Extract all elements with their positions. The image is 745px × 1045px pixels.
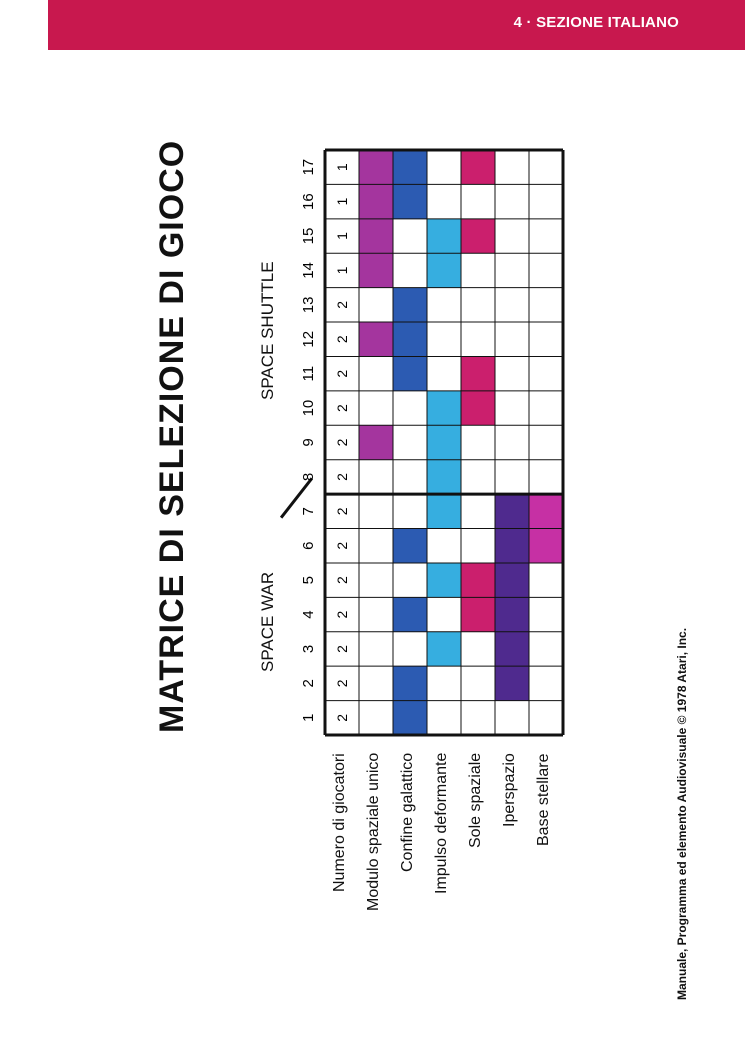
matrix-cell-5-10 xyxy=(461,391,495,425)
matrix-cell-4-9 xyxy=(427,425,461,459)
player-count-value: 2 xyxy=(334,473,350,481)
matrix-cell-3-16 xyxy=(393,184,427,218)
column-number: 11 xyxy=(300,365,317,382)
matrix-cell-4-15 xyxy=(427,219,461,253)
matrix-cell-5-5 xyxy=(461,563,495,597)
matrix-cell-4-8 xyxy=(427,460,461,494)
player-count-value: 2 xyxy=(334,645,350,653)
player-count-value: 2 xyxy=(334,713,350,722)
player-count-value: 1 xyxy=(334,163,350,172)
player-count-value: 2 xyxy=(334,576,350,585)
column-number: 7 xyxy=(300,507,317,516)
column-number: 17 xyxy=(300,158,317,176)
matrix-cell-3-17 xyxy=(393,150,427,184)
section-header: 4 · SEZIONE ITALIANO xyxy=(513,14,679,31)
copyright-footer: Manuale, Programma ed elemento Audiovisuale © 1978 Atari, Inc. xyxy=(675,627,689,1000)
matrix-cell-6-3 xyxy=(495,632,529,666)
column-number: 16 xyxy=(300,193,317,210)
player-count-value: 2 xyxy=(334,610,350,619)
column-number: 3 xyxy=(300,644,317,654)
matrix-cell-3-12 xyxy=(393,322,427,356)
matrix-cell-4-5 xyxy=(427,563,461,597)
column-number: 5 xyxy=(300,575,317,585)
matrix-cell-2-9 xyxy=(359,425,393,459)
player-count-value: 1 xyxy=(334,197,350,206)
matrix-cell-3-2 xyxy=(393,666,427,700)
matrix-cell-2-15 xyxy=(359,219,393,253)
matrix-cell-6-5 xyxy=(495,563,529,597)
matrix-cell-5-17 xyxy=(461,150,495,184)
column-number: 15 xyxy=(300,227,317,245)
column-number: 9 xyxy=(300,438,317,447)
player-count-value: 2 xyxy=(334,335,350,344)
player-count-value: 1 xyxy=(334,266,350,275)
row-label: Numero di giocatori xyxy=(331,753,348,892)
column-number: 13 xyxy=(300,296,317,314)
matrix-cell-7-7 xyxy=(529,494,563,528)
row-label: Confine galattico xyxy=(399,752,416,872)
column-number: 4 xyxy=(300,610,317,619)
matrix-cell-4-14 xyxy=(427,253,461,287)
player-count-value: 2 xyxy=(334,541,350,550)
matrix-cell-2-17 xyxy=(359,150,393,184)
matrix-cell-6-6 xyxy=(495,529,529,563)
space-war-label: SPACE WAR xyxy=(258,571,277,672)
matrix-cell-3-13 xyxy=(393,288,427,322)
page-title: MATRICE DI SELEZIONE DI GIOCO xyxy=(153,139,191,733)
player-count-value: 2 xyxy=(334,404,350,412)
matrix-cell-5-15 xyxy=(461,219,495,253)
matrix-cell-3-11 xyxy=(393,356,427,390)
column-number: 8 xyxy=(300,472,317,482)
matrix-cell-5-11 xyxy=(461,356,495,390)
column-number: 2 xyxy=(300,679,317,688)
player-count-value: 2 xyxy=(334,438,350,447)
matrix-cell-2-12 xyxy=(359,322,393,356)
player-count-value: 2 xyxy=(334,369,350,378)
matrix-cell-5-4 xyxy=(461,597,495,631)
column-number: 1 xyxy=(300,713,317,722)
player-count-value: 2 xyxy=(334,300,350,309)
matrix-cell-6-4 xyxy=(495,597,529,631)
player-count-value: 2 xyxy=(334,507,350,516)
row-label: Sole spaziale xyxy=(467,752,484,848)
row-label: Base stellare xyxy=(535,753,552,846)
player-count-value: 1 xyxy=(334,232,350,240)
column-number: 14 xyxy=(300,262,317,279)
matrix-cell-7-6 xyxy=(529,529,563,563)
matrix-cell-3-6 xyxy=(393,529,427,563)
matrix-cell-3-1 xyxy=(393,701,427,735)
column-number: 12 xyxy=(300,330,317,348)
matrix-cell-2-14 xyxy=(359,253,393,287)
matrix-cell-3-4 xyxy=(393,597,427,631)
column-number: 6 xyxy=(300,541,317,550)
matrix-cell-6-7 xyxy=(495,494,529,528)
player-count-value: 2 xyxy=(334,679,350,688)
matrix-cell-2-16 xyxy=(359,184,393,218)
matrix-cell-4-10 xyxy=(427,391,461,425)
column-number: 10 xyxy=(300,399,317,417)
row-label: Modulo spaziale unico xyxy=(365,752,382,911)
space-shuttle-label: SPACE SHUTTLE xyxy=(258,261,277,400)
matrix-cell-4-3 xyxy=(427,632,461,666)
row-label: Iperspazio xyxy=(501,753,518,827)
matrix-cell-6-2 xyxy=(495,666,529,700)
row-label: Impulso deformante xyxy=(433,752,450,894)
matrix-cell-4-7 xyxy=(427,494,461,528)
